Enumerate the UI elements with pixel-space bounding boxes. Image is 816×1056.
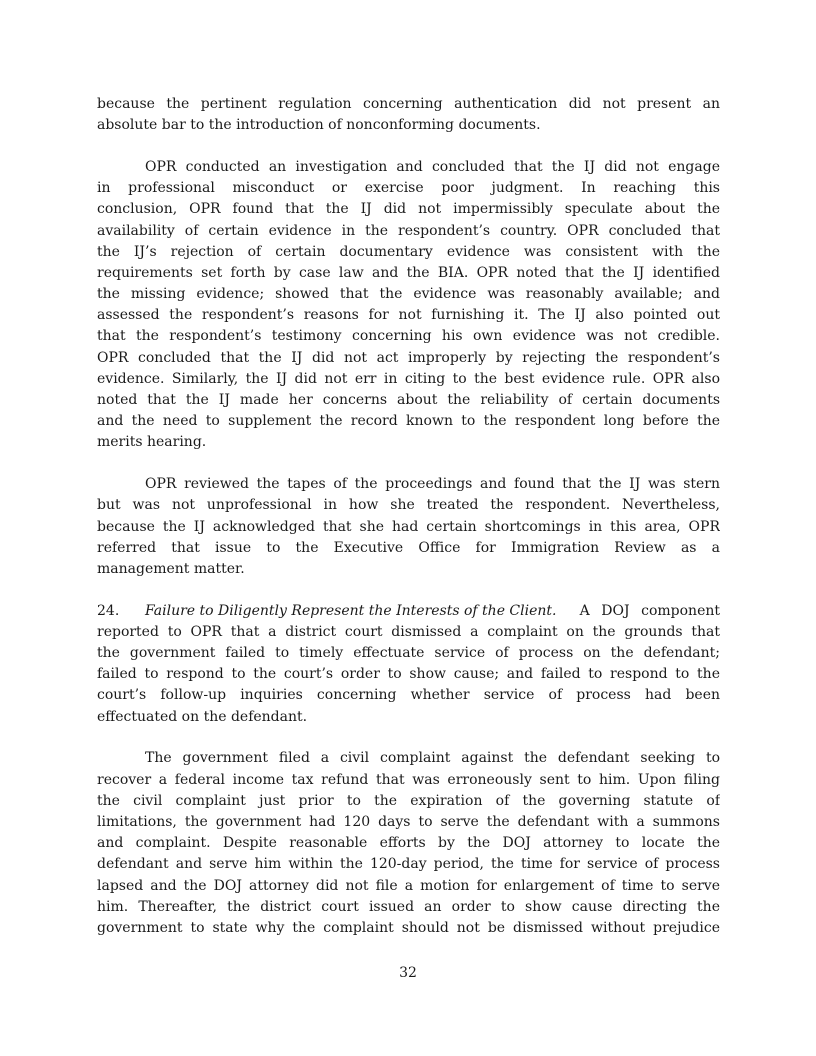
text-line: management matter. — [97, 560, 245, 577]
text-line: that the respondent’s testimony concerning his own evidence was not credible. — [97, 328, 720, 345]
document-page — [97, 94, 720, 960]
text-line: OPR reviewed the tapes of the proceedings and found that the IJ was stern — [145, 476, 720, 493]
text-line: the IJ’s rejection of certain documentary evidence was consistent with the — [97, 243, 720, 260]
paragraph-1 — [97, 94, 720, 136]
text-line: absolute bar to the introduction of nonconforming documents. — [97, 117, 541, 134]
page-number: 32 — [399, 965, 417, 981]
text-line: limitations, the government had 120 days to serve the defendant with a summons — [97, 814, 720, 830]
text-line: the government failed to timely effectuate service of process on the defendant; — [97, 645, 720, 662]
text-line: in professional misconduct or exercise poor judgment. In reaching this — [97, 180, 720, 197]
text-line: failed to respond to the court’s order to show cause; and failed to respond to the — [97, 666, 720, 683]
text-line: reported to OPR that a district court dismissed a complaint on the grounds that — [97, 623, 720, 640]
text-line: assessed the respondent’s reasons for not furnishing it. The IJ also pointed out — [97, 307, 720, 324]
text-line: lapsed and the DOJ attorney did not file a motion for enlargement of time to serve — [97, 877, 720, 894]
paragraph-3 — [97, 474, 720, 580]
text-line: availability of certain evidence in the respondent’s country. OPR concluded that — [97, 222, 720, 239]
text-line: because the pertinent regulation concerning authentication did not present an — [97, 96, 720, 112]
text-line: The government filed a civil complaint against the defendant seeking to — [145, 750, 720, 767]
text-line: evidence. Similarly, the IJ did not err in citing to the best evidence rule. OPR also — [97, 370, 720, 387]
item-24-heading-line — [97, 601, 720, 622]
text-line: merits hearing. — [97, 434, 207, 451]
text-line: referred that issue to the Executive Office for Immigration Review as a — [97, 539, 720, 556]
text-line: him. Thereafter, the district court issued an order to show cause directing the — [97, 898, 720, 915]
text-line: OPR concluded that the IJ did not act improperly by rejecting the respondent’s — [97, 349, 720, 366]
text-line: noted that the IJ made her concerns about the reliability of certain documents — [97, 392, 720, 409]
text-line: but was not unprofessional in how she treated the respondent. Nevertheless, — [97, 497, 720, 514]
text-line: and the need to supplement the record known to the respondent long before the — [97, 413, 720, 430]
text-line: the missing evidence; showed that the evidence was reasonably available; and — [97, 286, 720, 303]
paragraph-2 — [97, 157, 720, 454]
paragraph-item-24 — [97, 601, 720, 728]
text-line: conclusion, OPR found that the IJ did not impermissibly speculate about the — [97, 201, 720, 218]
text-line: recover a federal income tax refund that was erroneously sent to him. Upon filing — [97, 771, 720, 788]
text-line: and complaint. Despite reasonable efforts by the DOJ attorney to locate the — [97, 835, 720, 852]
text-line: OPR conducted an investigation and concluded that the IJ did not engage — [145, 158, 720, 175]
item-heading-rest: A DOJ component — [556, 602, 720, 619]
text-line: defendant and serve him within the 120-day period, the time for service of process — [97, 856, 720, 873]
text-line: court’s follow-up inquiries concerning whether service of process had been — [97, 687, 720, 704]
text-line: requirements set forth by case law and the BIA. OPR noted that the IJ identified — [97, 264, 720, 281]
text-line: effectuated on the defendant. — [97, 708, 308, 725]
item-number: 24. — [97, 602, 120, 619]
item-heading: Failure to Diligently Represent the Interests of the Client. — [145, 602, 557, 619]
text-line: government to state why the complaint should not be dismissed without prejudice — [97, 919, 720, 936]
text-line: because the IJ acknowledged that she had certain shortcomings in this area, OPR — [97, 518, 720, 535]
paragraph-5 — [97, 748, 720, 939]
text-line: the civil complaint just prior to the expiration of the governing statute of — [97, 792, 720, 809]
